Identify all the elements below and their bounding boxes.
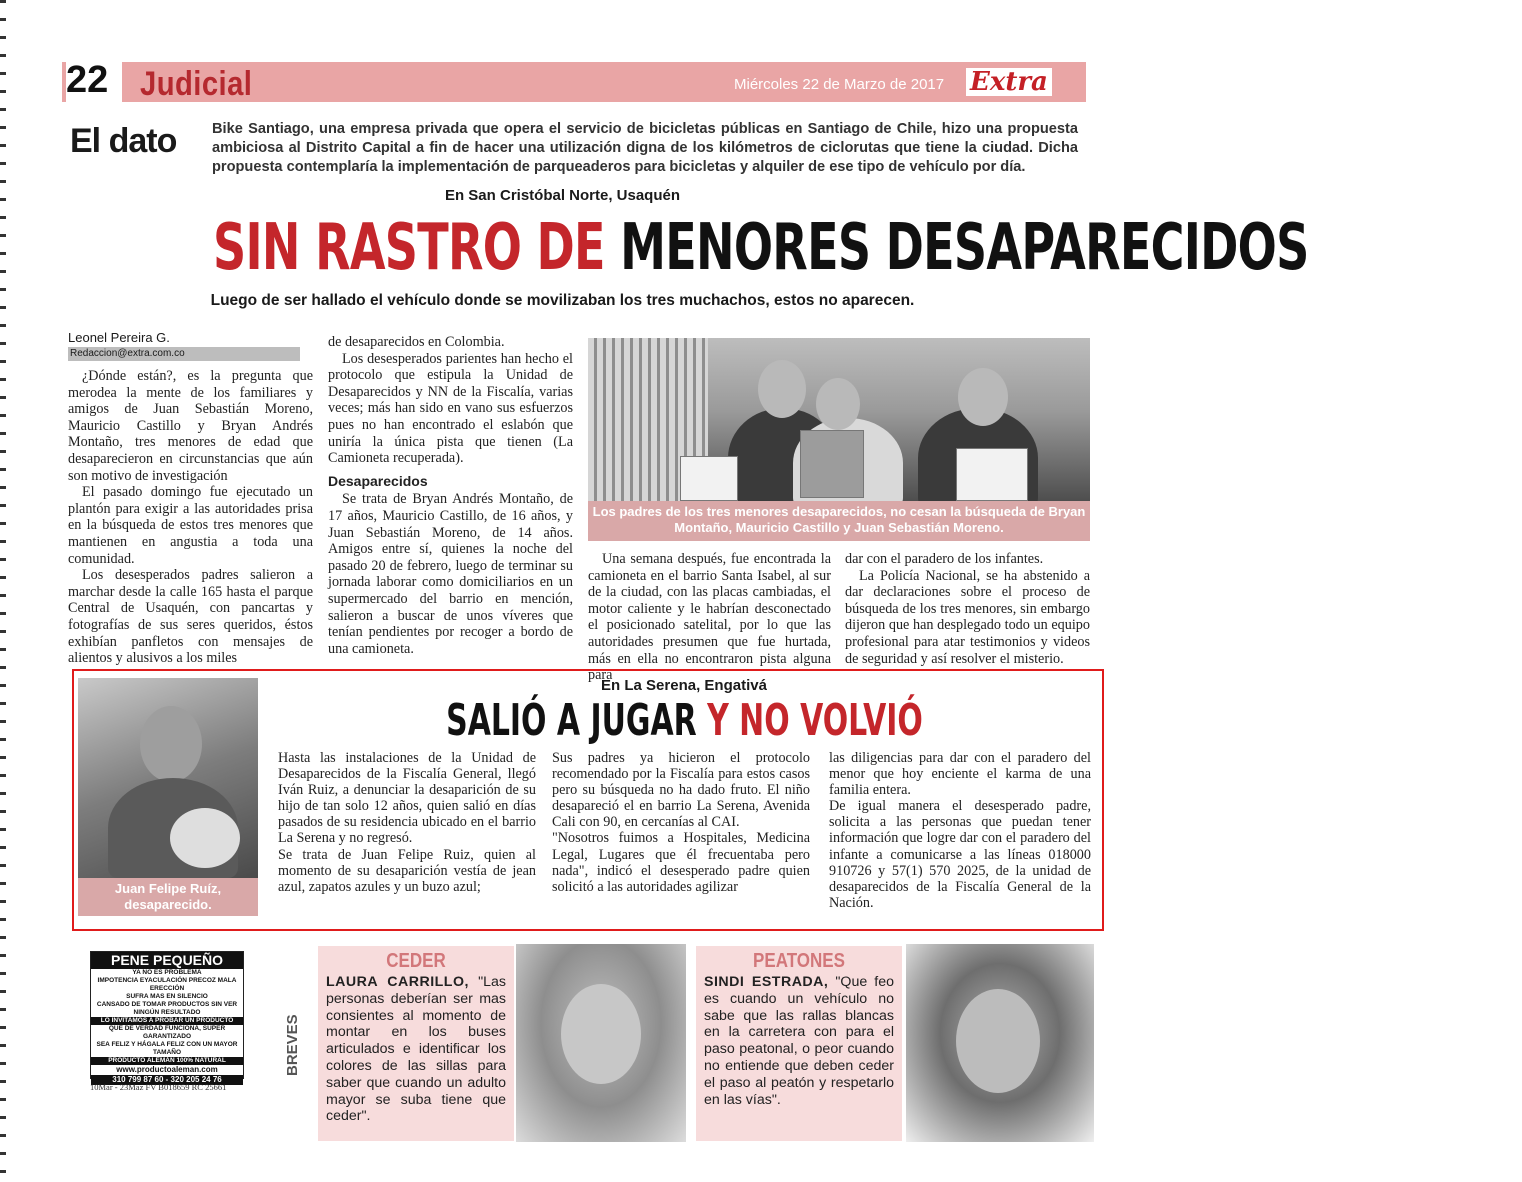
dato-label: El dato <box>70 122 177 160</box>
parents-photo <box>588 338 1090 501</box>
ad-footer: 10Mar - 23Maz FV B018659 RC 25661 <box>90 1082 227 1092</box>
paragraph: La Policía Nacional, se ha abstenido a dar declaraciones sobre el proceso de búsqueda de los tres menores, sin embargo dijeron que han desplegado todo un equipo profesional para atar testimonios y videos de seguridad y así resolver el misterio. <box>845 567 1090 667</box>
page-number: 22 <box>66 58 122 102</box>
ad-line: SEA FELIZ Y HÁGALA FELIZ CON UN MAYOR TAMAÑO <box>96 1041 238 1056</box>
paragraph: Se trata de Bryan Andrés Montaño, de 17 años, Mauricio Castillo, de 16 años, y Juan Sebastián Moreno, de 14 años. Amigos entre sí, quienes la noche del pasado 20 de febrero, luego de terminar su jornada laborar como domiciliarios en un supermercado del barrio en mención, salieron a buscar de unos víveres que tenían pendientes por recoger a bordo de una camioneta. <box>328 491 573 657</box>
page-edge <box>0 0 6 1182</box>
main-column-4 <box>845 551 1090 667</box>
second-kicker: En La Serena, Engativá <box>601 677 767 694</box>
ad-line: YA NO ES PROBLEMA <box>132 969 202 976</box>
breve-text <box>696 972 902 1110</box>
paragraph: Hasta las instalaciones de la Unidad de Desaparecidos de la Fiscalía General, llegó Iván Ruiz, a denunciar la desaparición de su hijo de tan solo 12 años, quien salió en días pasados de su residencia ubicado en el barrio La Serena y no regresó. <box>278 750 536 847</box>
section-title: Judicial <box>140 65 253 103</box>
paragraph: De igual manera el desesperado padre, solicita a las personas que puedan tener información que logre dar con el paradero del infante a comunicarse a las líneas 018000 910726 y 57(1) 570 2025, de la unidad de desaparecidos de la Fiscalía General de la Nación. <box>829 798 1091 911</box>
ad-line: PRODUCTO ALEMÁN 100% NATURAL <box>91 1057 243 1065</box>
breve-title: PEATONES <box>753 950 845 972</box>
author-email: Redaccion@extra.com.co <box>68 347 300 361</box>
main-headline <box>0 211 1309 285</box>
paragraph: Sus padres ya hicieron el protocolo recomendado por la Fiscalía para estos casos pero su búsqueda no ha dado fruto. El niño desapareció el en barrio La Serena, Avenida Cali con 90, en cercanías al CAI. <box>552 750 810 831</box>
paragraph: las diligencias para dar con el paradero del menor que hoy enciente el karma de una familia entera. <box>829 750 1091 799</box>
main-column-3 <box>588 551 831 684</box>
ad-title: PENE PEQUEÑO <box>91 952 243 969</box>
second-headline <box>278 696 1090 746</box>
laura-photo <box>516 944 686 1142</box>
main-subhead: Luego de ser hallado el vehículo donde se movilizaban los tres muchachos, estos no aparecen. <box>210 292 915 309</box>
main-column-1 <box>68 368 313 667</box>
headline-black: MENORES DESAPARECIDOS <box>620 211 1309 285</box>
boy-photo <box>78 678 258 878</box>
ad-line: SUFRA MAS EN SILENCIO <box>126 993 208 1000</box>
breve-item-ceder <box>318 946 514 1141</box>
ad-line: QUE DE VERDAD FUNCIONA, SÚPER GARANTIZADO <box>108 1025 226 1040</box>
paragraph: "Nosotros fuimos a Hospitales, Medicina Legal, Lugares que él frecuentaba pero nada", indicó el desesperado padre quien solicitó a las autoridades agilizar <box>552 830 810 895</box>
paragraph: Una semana después, fue encontrada la camioneta en el barrio Santa Isabel, al sur de la ciudad, con las placas cambiadas, el motor caliente y le habrían desconectado el posicionado satelital, por lo que las autoridades presumen que fue hurtada, más en ella no encontraron pista alguna para <box>588 551 831 684</box>
paragraph-continuation: dar con el paradero de los infantes. <box>845 551 1044 567</box>
breve-title: CEDER <box>386 950 446 972</box>
breve-item-peatones <box>696 946 902 1141</box>
breve-name: SINDI ESTRADA, <box>704 974 829 990</box>
boy-photo-caption: Juan Felipe Ruíz, desaparecido. <box>78 878 258 916</box>
paragraph-continuation: de desaparecidos en Colombia. <box>328 334 505 350</box>
headline-black: SALIÓ A JUGAR <box>445 695 697 746</box>
ad-line: IMPOTENCIA EYACULACIÓN PRECOZ MALA ERECCIÓN <box>97 977 237 992</box>
breve-name: LAURA CARRILLO, <box>326 974 469 990</box>
byline: Leonel Pereira G. <box>68 330 170 345</box>
headline-red: Y NO VOLVIÓ <box>706 695 923 746</box>
paragraph: Los desesperados padres salieron a marchar desde la calle 165 hasta el parque Central de Usaquén, con pancartas y fotografías de sus seres queridos, éstos exhibían panfletos con mensajes de alientos y alusivos a los miles <box>68 567 313 667</box>
breve-quote: "Que feo es cuando un vehículo no sabe que las rallas blancas en la carretera con para el paso peatonal, o peor cuando no entiende que deben ceder el paso al peatón y respetarlo en las vías". <box>704 974 894 1108</box>
paragraph: Se trata de Juan Felipe Ruiz, quien al momento de su desaparición vestía de jean azul, zapatos azules y un buzo azul; <box>278 846 536 895</box>
parents-photo-caption: Los padres de los tres menores desaparecidos, no cesan la búsqueda de Bryan Montaño, Mauricio Castillo y Juan Sebastián Moreno. <box>588 501 1090 541</box>
paragraph: Los desesperados parientes han hecho el protocolo que estipula la Unidad de Desaparecidos y NN de la Fiscalía, varias veces; más han sido en vano sus esfuerzos pues no han encontrado el eslabón que uniría la única pista que tienen (La Camioneta recuperada). <box>328 350 573 467</box>
paragraph: ¿Dónde están?, es la pregunta que merodea la mente de los familiares y amigos de Juan Sebastián Moreno, Mauricio Castillo y Bryan Andrés Montaño, tres menores de edad que desaparecieron en circunstancias que aún son motivo de investigación <box>68 368 313 484</box>
classified-ad <box>90 951 244 1084</box>
issue-date: Miércoles 22 de Marzo de 2017 <box>734 76 945 93</box>
paragraph: El pasado domingo fue ejecutado un plantón para exigir a las autoridades prisa en la búsqueda de estos tres menores que mantienen en angustia a toda una comunidad. <box>68 484 313 567</box>
ad-line: LO INVITAMOS A PROBAR UN PRODUCTO <box>91 1017 243 1025</box>
ad-url: www.productoaleman.com <box>116 1065 218 1074</box>
dato-text: Bike Santiago, una empresa privada que opera el servicio de bicicletas públicas en Santiago de Chile, hizo una propuesta ambiciosa al Distrito Capital a fin de hacer una utilización digna de los kilómetros de ciclorutas que tiene la ciudad. Dicha propuesta contemplaría la implementación de parqueaderos para bicicletas y alquiler de ese tipo de vehículo por día. <box>212 121 1078 175</box>
breves-label: BREVES <box>284 1014 301 1076</box>
breve-text <box>318 972 514 1127</box>
ad-phone: 310 799 87 60 - 320 205 24 76 <box>91 1075 243 1085</box>
second-column-3 <box>829 750 1091 911</box>
brand-logo: Extra <box>966 68 1052 96</box>
column-subhead: Desaparecidos <box>328 472 428 489</box>
headline-red: SIN RASTRO DE <box>213 211 605 285</box>
main-column-2 <box>328 334 573 657</box>
sindi-photo <box>906 944 1094 1142</box>
second-column-1 <box>278 750 536 895</box>
main-kicker: En San Cristóbal Norte, Usaquén <box>444 187 681 204</box>
breve-quote: "Las personas deberían ser mas consientes al momento de montar en los buses articulados e identificar los colores de las sillas para saber que cuando un adulto mayor se suba tiene que ceder". <box>326 974 506 1125</box>
ad-line: CANSADO DE TOMAR PRODUCTOS SIN VER NINGÚN RESULTADO <box>96 1001 238 1016</box>
second-column-2 <box>552 750 810 895</box>
